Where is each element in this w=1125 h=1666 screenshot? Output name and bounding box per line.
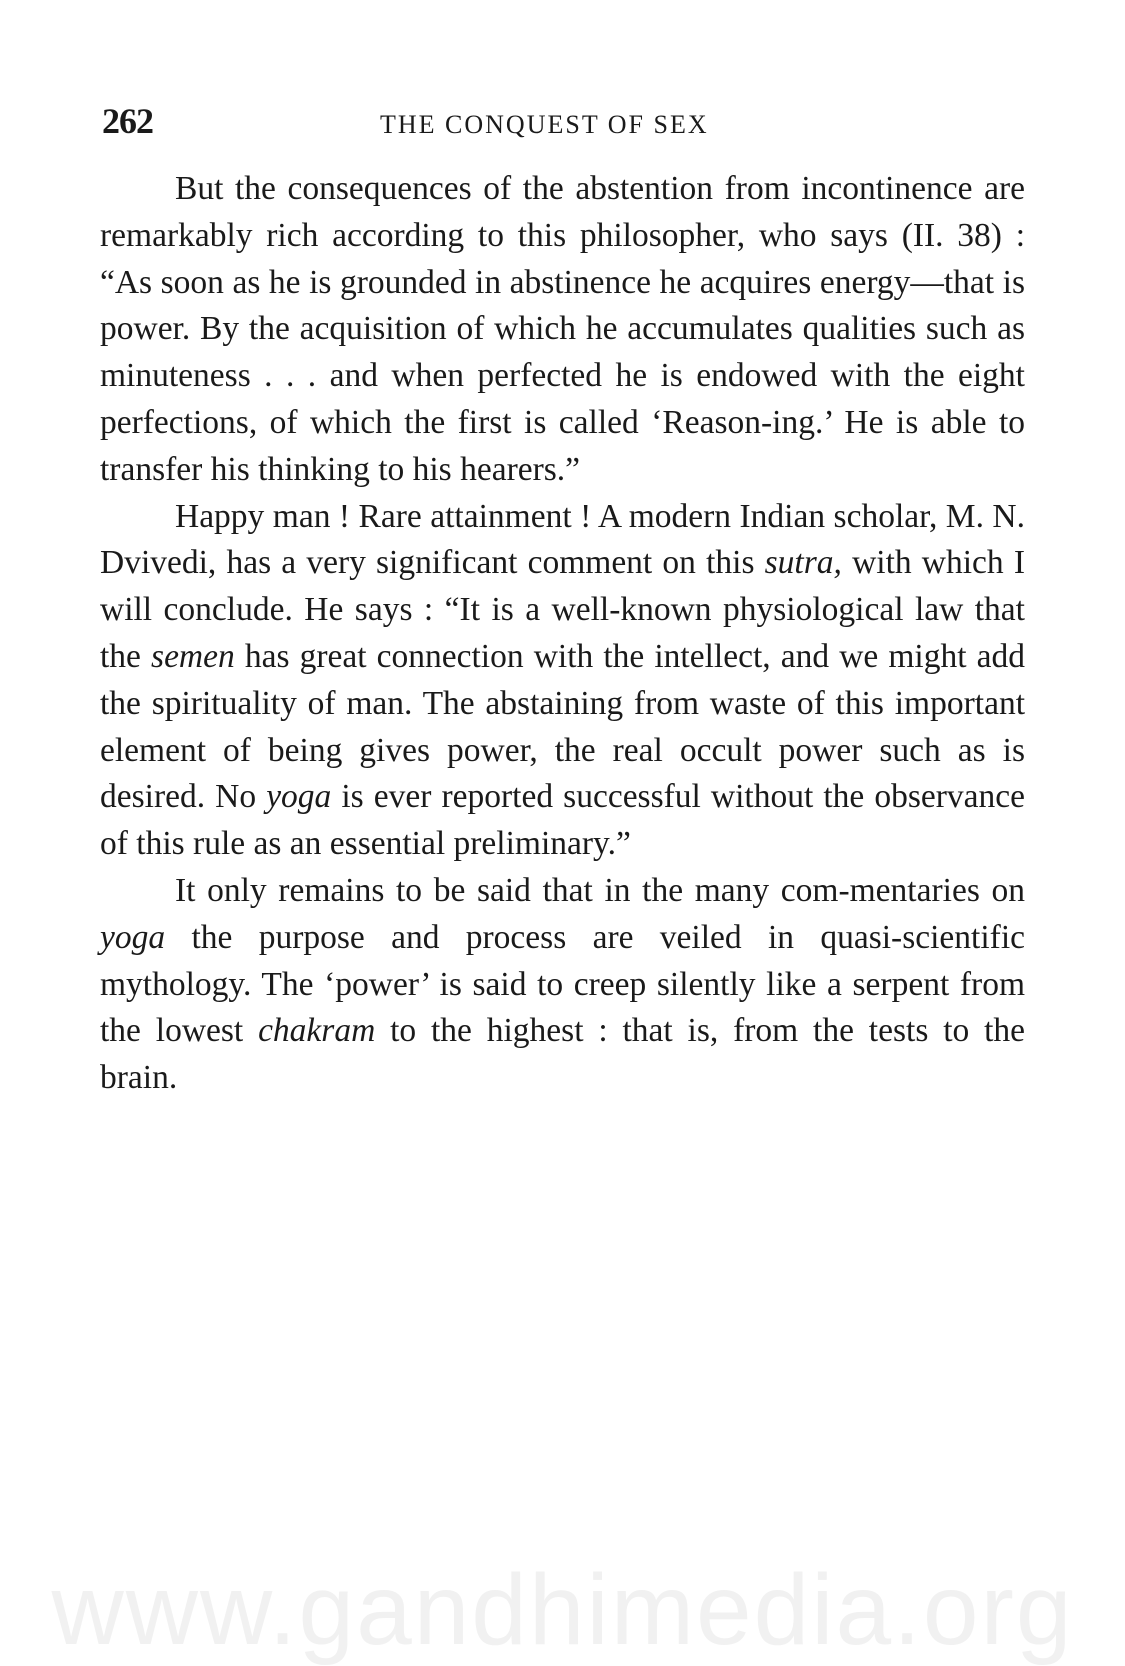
italic-term-sutra: sutra, [764, 544, 842, 582]
body-text [100, 166, 1025, 1102]
running-title: THE CONQUEST OF SEX [380, 110, 709, 139]
running-head [100, 96, 1025, 146]
text-segment: Happy man ! Rare attainment ! A modern Indian scholar, M. N. Dvivedi, has a very significant comment on this [100, 497, 1025, 582]
italic-term-semen: semen [151, 637, 235, 675]
paragraph-3 [100, 868, 1025, 1102]
watermark: www.gandhimedia.org [51, 1554, 1074, 1666]
text-segment: It only remains to be said that in the many com-mentaries on [175, 871, 1025, 909]
text-segment: is ever reported successful without the observance of this rule as an essential preliminary.” [100, 778, 1025, 863]
italic-term-chakram: chakram [258, 1012, 376, 1050]
text-segment: has great connection with the intellect, and we might add the spirituality of man. The abstaining from waste of this important element of being gives power, the real occult power such as is desired. No [100, 637, 1025, 816]
italic-term-yoga: yoga [100, 918, 166, 956]
paragraph-2 [100, 494, 1025, 868]
text-segment: to the highest : that is, from the tests to the brain. [100, 1012, 1026, 1097]
text-segment: the purpose and process are veiled in quasi-scientific mythology. The ‘power’ is said to creep silently like a serpent from the lowest [100, 918, 1025, 1050]
text-segment: But the consequences of the abstention from incontinence are remarkably rich according to this philosopher, who says (II. 38) : “As soon as he is grounded in abstinence he acquires energy—that is power. By the acquisition of which he accumulates qualities such as minuteness . . . and when perfected he is endowed with the eight perfections, of which the first is called ‘Reason-ing.’ He is able to transfer his thinking to his hearers.” [100, 170, 1025, 488]
italic-term-yoga: yoga [266, 778, 332, 816]
page-number: 262 [102, 101, 153, 141]
text-segment: with which I will conclude. He says : “It is a well-known physiological law that the [100, 544, 1025, 675]
paragraph-1 [100, 166, 1025, 494]
